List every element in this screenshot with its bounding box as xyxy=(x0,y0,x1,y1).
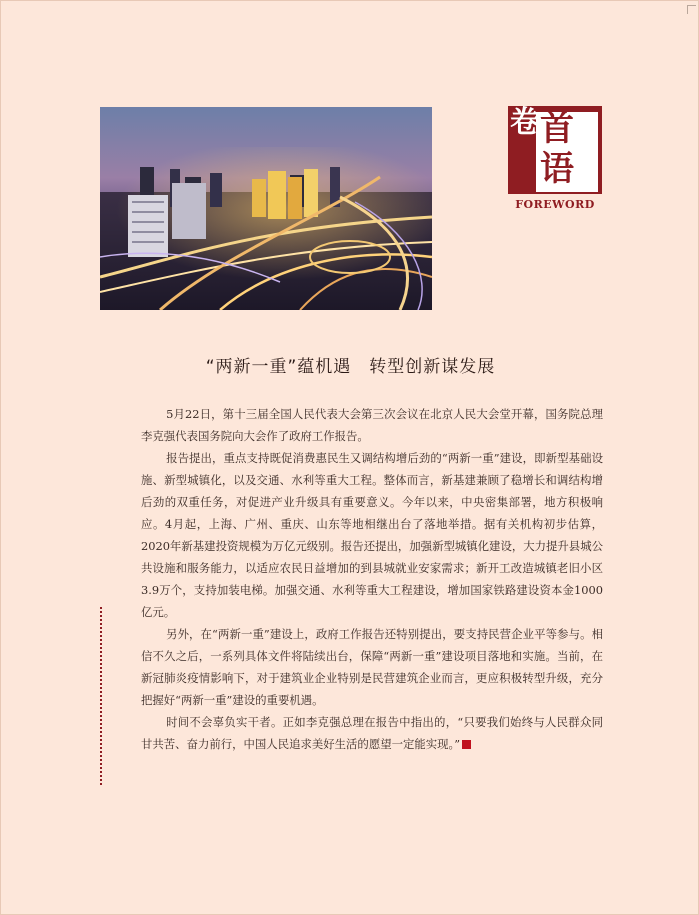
foreword-logo xyxy=(508,106,602,212)
paragraph-4-text: 时间不会辜负实干者。正如李克强总理在报告中指出的，“只要我们始终与人民群众同甘共苦、奋力前行，中国人民追求美好生活的愿望一定能实现。” xyxy=(141,715,603,751)
logo-english-label: FOREWORD xyxy=(515,198,595,211)
paragraph-1: 5月22日，第十三届全国人民代表大会第三次会议在北京人民大会堂开幕，国务院总理李克强代表国务院向大会作了政府工作报告。 xyxy=(141,407,603,443)
logo-red-box xyxy=(508,106,602,194)
end-mark-icon xyxy=(462,740,471,749)
city-interchange-image xyxy=(100,107,432,310)
crop-mark xyxy=(687,5,696,14)
cover-photo xyxy=(100,107,432,310)
article-title: “两新一重”蕴机遇 转型创新谋发展 xyxy=(205,357,496,377)
article-body xyxy=(141,403,603,755)
paragraph-4 xyxy=(141,711,603,755)
paragraph-3: 另外，在“两新一重”建设上，政府工作报告还特别提出，要支持民营企业平等参与。相信不久之后，一系列具体文件将陆续出台，保障“两新一重”建设项目落地和实施。当前，在新冠肺炎疫情影响下，对于建筑业企业特别是民营建筑企业而言，更应积极转型升级，充分把握好“两新一重”建设的重要机遇。 xyxy=(141,627,603,707)
dotted-side-rule xyxy=(100,607,102,785)
paragraph-2: 报告提出，重点支持既促消费惠民生又调结构增后劲的“两新一重”建设，即新型基础设施、新型城镇化，以及交通、水利等重大工程。整体而言，新基建兼顾了稳增长和调结构增后劲的双重任务，对促进产业升级具有重要意义。今年以来，中央密集部署，地方积极响应。4月起，上海、广州、重庆、山东等地相继出台了落地举措。据有关机构初步估算，2020年新基建投资规模为万亿元级别。报告还提出，加强新型城镇化建设，大力提升县城公共设施和服务能力，以适应农民日益增加的到县城就业安家需求；新开工改造城镇老旧小区3.9万个，支持加装电梯。加强交通、水利等重大工程建设，增加国家铁路建设资本金1000亿元。 xyxy=(141,451,603,619)
logo-char-juan: 卷 xyxy=(510,105,540,140)
logo-char-shou: 首 xyxy=(540,109,574,149)
logo-char-yu: 语 xyxy=(540,149,574,189)
